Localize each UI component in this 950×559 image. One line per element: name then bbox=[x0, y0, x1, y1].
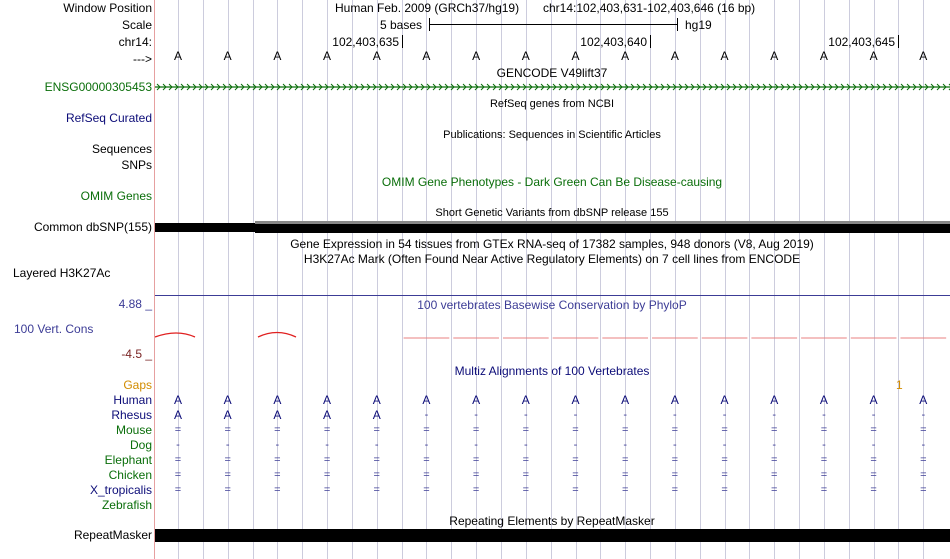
base-letter: A bbox=[720, 49, 729, 63]
dbsnp-variant-bar-black[interactable] bbox=[155, 223, 255, 232]
alignment-cell: - bbox=[424, 409, 429, 421]
base-letter: A bbox=[323, 49, 332, 63]
species-label[interactable]: Chicken bbox=[108, 468, 152, 482]
alignment-cell: = bbox=[572, 424, 579, 436]
window-position-label: Window Position bbox=[63, 1, 152, 15]
base-letter: A bbox=[670, 49, 679, 63]
alignment-cell: = bbox=[572, 469, 579, 481]
species-label[interactable]: Human bbox=[113, 393, 152, 407]
publications-sequences-label[interactable]: Sequences bbox=[91, 142, 152, 156]
alignment-cell: - bbox=[772, 439, 777, 451]
alignment-cell: = bbox=[671, 454, 679, 466]
strand-label: ---> bbox=[133, 52, 152, 66]
alignment-cell: = bbox=[771, 424, 778, 436]
alignment-cell: = bbox=[771, 469, 778, 481]
phylop-signal[interactable] bbox=[155, 325, 950, 345]
alignment-cell: - bbox=[573, 409, 578, 421]
phylop-label[interactable]: 100 Vert. Cons bbox=[14, 322, 94, 336]
refseq-title: RefSeq genes from NCBI bbox=[489, 98, 615, 110]
base-letter: A bbox=[571, 49, 580, 63]
scale-bar bbox=[429, 24, 678, 25]
alignment-cell: = bbox=[274, 469, 281, 481]
alignment-cell: - bbox=[623, 409, 628, 421]
species-label[interactable]: Mouse bbox=[115, 423, 152, 437]
alignment-cell: - bbox=[772, 409, 777, 421]
alignment-cell: A bbox=[770, 393, 779, 407]
alignment-cell: = bbox=[224, 469, 231, 481]
alignment-cell: = bbox=[174, 454, 182, 466]
alignment-cell: = bbox=[920, 469, 927, 481]
alignment-cell: = bbox=[771, 454, 778, 466]
alignment-cell: A bbox=[372, 408, 381, 422]
alignment-cell: A bbox=[521, 393, 530, 407]
base-letter: A bbox=[819, 49, 828, 63]
alignment-cell: - bbox=[474, 439, 478, 451]
alignment-cell: = bbox=[472, 484, 480, 496]
alignment-cell: - bbox=[374, 439, 379, 451]
position-text: chr14:102,403,631-102,403,646 (16 bp) bbox=[543, 1, 756, 15]
alignment-cell: = bbox=[423, 484, 430, 496]
species-label[interactable]: X_tropicalis bbox=[89, 483, 152, 497]
alignment-cell: = bbox=[274, 424, 281, 436]
alignment-cell: = bbox=[721, 469, 728, 481]
alignment-cell: = bbox=[423, 424, 430, 436]
alignment-cell: - bbox=[822, 439, 826, 451]
alignment-cell: = bbox=[820, 424, 828, 436]
alignment-cell: A bbox=[273, 408, 282, 422]
alignment-cell: = bbox=[522, 469, 530, 481]
base-letter: A bbox=[919, 49, 928, 63]
species-label[interactable]: Rhesus bbox=[111, 408, 152, 422]
h3k27ac-baseline bbox=[155, 295, 950, 296]
alignment-cell: A bbox=[223, 393, 232, 407]
alignment-cell: A bbox=[621, 393, 630, 407]
alignment-cell: = bbox=[472, 454, 480, 466]
alignment-cell: = bbox=[721, 454, 728, 466]
alignment-cell: A bbox=[422, 393, 431, 407]
alignment-cell: A bbox=[819, 393, 828, 407]
alignment-cell: = bbox=[174, 424, 182, 436]
alignment-cell: A bbox=[323, 408, 332, 422]
alignment-cell: = bbox=[522, 484, 530, 496]
alignment-cell: A bbox=[869, 393, 878, 407]
base-letter: A bbox=[223, 49, 232, 63]
alignment-cell: - bbox=[822, 409, 826, 421]
alignment-cell: A bbox=[670, 393, 679, 407]
dbsnp-title: Short Genetic Variants from dbSNP release 155 bbox=[435, 207, 669, 219]
refseq-label[interactable]: RefSeq Curated bbox=[65, 111, 152, 125]
coord-tick bbox=[650, 35, 651, 48]
coord-tick-label: 102,403,635 bbox=[332, 35, 399, 49]
alignment-cell: A bbox=[571, 393, 580, 407]
alignment-cell: = bbox=[373, 454, 380, 466]
species-label[interactable]: Elephant bbox=[104, 453, 152, 467]
alignment-cell: = bbox=[224, 484, 231, 496]
coord-tick bbox=[898, 35, 899, 48]
alignment-cell: = bbox=[323, 484, 331, 496]
alignment-cell: - bbox=[275, 439, 280, 451]
gaps-label: Gaps bbox=[123, 378, 152, 392]
alignment-cell: = bbox=[671, 469, 679, 481]
alignment-cell: - bbox=[871, 409, 876, 421]
dbsnp-label[interactable]: Common dbSNP(155) bbox=[33, 220, 152, 234]
alignment-cell: = bbox=[224, 454, 231, 466]
alignment-cell: - bbox=[573, 439, 578, 451]
alignment-cell: - bbox=[673, 439, 677, 451]
alignment-cell: A bbox=[173, 408, 183, 422]
alignment-cell: = bbox=[870, 469, 877, 481]
alignment-cell: = bbox=[423, 469, 430, 481]
gencode-gene-model[interactable] bbox=[155, 82, 950, 92]
species-label[interactable]: Zebrafish bbox=[101, 498, 152, 512]
base-letter: A bbox=[422, 49, 431, 63]
base-letter: A bbox=[372, 49, 381, 63]
base-letter: A bbox=[173, 49, 183, 63]
phylop-min-label: -4.5 _ bbox=[121, 347, 152, 361]
alignment-cell: = bbox=[274, 484, 281, 496]
alignment-cell: = bbox=[920, 424, 927, 436]
alignment-cell: = bbox=[870, 424, 877, 436]
alignment-cell: = bbox=[621, 454, 629, 466]
coord-tick bbox=[402, 35, 403, 48]
publications-title: Publications: Sequences in Scientific Articles bbox=[443, 129, 661, 141]
chrom-label: chr14: bbox=[118, 35, 152, 49]
alignment-cell: A bbox=[173, 393, 183, 407]
alignment-cell: A bbox=[273, 393, 282, 407]
alignment-cell: - bbox=[176, 439, 180, 451]
alignment-cell: - bbox=[474, 409, 478, 421]
alignment-cell: - bbox=[722, 409, 727, 421]
alignment-cell: = bbox=[224, 424, 231, 436]
base-letter: A bbox=[273, 49, 282, 63]
scale-bar-right-tick bbox=[677, 18, 678, 31]
multiz-title: Multiz Alignments of 100 Vertebrates bbox=[454, 364, 650, 378]
alignment-cell: A bbox=[720, 393, 729, 407]
alignment-cell: = bbox=[323, 454, 331, 466]
alignment-cell: = bbox=[373, 469, 380, 481]
alignment-cell: - bbox=[871, 439, 876, 451]
alignment-cell: = bbox=[621, 484, 629, 496]
alignment-cell: = bbox=[671, 424, 679, 436]
repeatmasker-title: Repeating Elements by RepeatMasker bbox=[449, 514, 655, 528]
h3k27ac-title: H3K27Ac Mark (Often Found Near Active Regulatory Elements) on 7 cell lines from ENCODE bbox=[303, 252, 801, 266]
publications-snps-label[interactable]: SNPs bbox=[121, 158, 152, 172]
alignment-cell: = bbox=[671, 484, 679, 496]
alignment-cell: = bbox=[472, 469, 480, 481]
alignment-cell: = bbox=[820, 469, 828, 481]
scale-text: 5 bases bbox=[380, 18, 423, 32]
alignment-cell: - bbox=[225, 439, 230, 451]
alignment-cell: = bbox=[572, 454, 579, 466]
alignment-cell: = bbox=[920, 454, 927, 466]
alignment-cell: A bbox=[472, 393, 481, 407]
scale-label: Scale bbox=[121, 18, 152, 32]
alignment-cell: = bbox=[572, 484, 579, 496]
repeatmasker-label[interactable]: RepeatMasker bbox=[73, 528, 152, 542]
alignment-cell: - bbox=[424, 439, 429, 451]
h3k27ac-label[interactable]: Layered H3K27Ac bbox=[13, 266, 111, 280]
alignment-cell: - bbox=[325, 439, 329, 451]
alignment-cell: = bbox=[820, 454, 828, 466]
gtex-title: Gene Expression in 54 tissues from GTEx RNA-seq of 17382 samples, 948 donors (V8, Aug 2019) bbox=[290, 237, 814, 251]
alignment-cell: = bbox=[721, 424, 728, 436]
alignment-cell: = bbox=[323, 469, 331, 481]
alignment-cell: = bbox=[771, 484, 778, 496]
alignment-cell: = bbox=[373, 424, 380, 436]
alignment-cell: = bbox=[423, 454, 430, 466]
alignment-cell: = bbox=[522, 454, 530, 466]
alignment-cell: = bbox=[870, 484, 877, 496]
alignment-cell: A bbox=[223, 408, 232, 422]
alignment-cell: - bbox=[523, 439, 528, 451]
alignment-cell: - bbox=[523, 409, 528, 421]
alignment-cell: = bbox=[621, 424, 629, 436]
base-letter: A bbox=[869, 49, 878, 63]
alignment-cell: A bbox=[372, 393, 381, 407]
track-area[interactable] bbox=[155, 0, 950, 559]
assembly-text: Human Feb. 2009 (GRCh37/hg19) bbox=[335, 1, 520, 15]
omim-title: OMIM Gene Phenotypes - Dark Green Can Be Disease-causing bbox=[381, 175, 723, 189]
gap-count: 1 bbox=[896, 378, 903, 392]
alignment-cell: = bbox=[373, 484, 380, 496]
alignment-cell: - bbox=[921, 409, 926, 421]
scale-db: hg19 bbox=[685, 18, 712, 32]
alignment-cell: = bbox=[174, 484, 182, 496]
omim-label[interactable]: OMIM Genes bbox=[80, 189, 152, 203]
alignment-cell: = bbox=[920, 484, 927, 496]
track-labels bbox=[0, 0, 154, 559]
alignment-cell: = bbox=[472, 424, 480, 436]
coord-tick-label: 102,403,645 bbox=[828, 35, 895, 49]
alignment-cell: = bbox=[522, 424, 530, 436]
alignment-cell: = bbox=[721, 484, 728, 496]
coord-tick-label: 102,403,640 bbox=[580, 35, 647, 49]
alignment-cell: = bbox=[621, 469, 629, 481]
base-letter: A bbox=[770, 49, 779, 63]
alignment-cell: A bbox=[919, 393, 928, 407]
base-letter: A bbox=[521, 49, 530, 63]
alignment-cell: = bbox=[274, 454, 281, 466]
dbsnp-variant-bar-main[interactable] bbox=[255, 224, 950, 233]
repeatmasker-element-bar[interactable] bbox=[155, 529, 950, 542]
base-letter: A bbox=[621, 49, 630, 63]
alignment-cell: = bbox=[174, 469, 182, 481]
gencode-gene-label[interactable]: ENSG00000305453 bbox=[44, 80, 152, 94]
alignment-cell: = bbox=[323, 424, 331, 436]
alignment-cell: A bbox=[323, 393, 332, 407]
alignment-cell: - bbox=[623, 439, 628, 451]
alignment-cell: - bbox=[722, 439, 727, 451]
alignment-cell: = bbox=[870, 454, 877, 466]
alignment-cell: = bbox=[820, 484, 828, 496]
base-letter: A bbox=[472, 49, 481, 63]
phylop-max-label: 4.88 _ bbox=[118, 297, 152, 311]
species-label[interactable]: Dog bbox=[129, 438, 152, 452]
phylop-title: 100 vertebrates Basewise Conservation by PhyloP bbox=[417, 298, 687, 312]
alignment-cell: - bbox=[921, 439, 926, 451]
alignment-cell: - bbox=[673, 409, 677, 421]
gencode-title: GENCODE V49lift37 bbox=[496, 66, 608, 80]
